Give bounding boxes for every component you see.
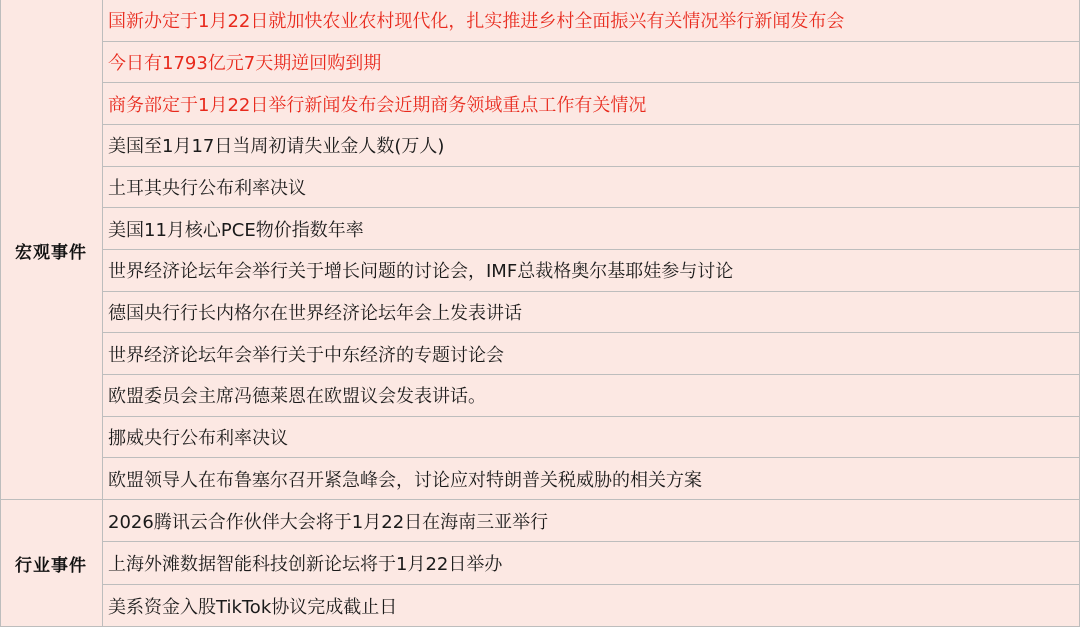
event-row: 欧盟领导人在布鲁塞尔召开紧急峰会，讨论应对特朗普关税威胁的相关方案: [103, 458, 1080, 500]
industry-events-list: [103, 500, 1080, 627]
event-row: 世界经济论坛年会举行关于增长问题的讨论会，IMF总裁格奥尔基耶娃参与讨论: [103, 250, 1080, 292]
event-row: 美国11月核心PCE物价指数年率: [103, 208, 1080, 250]
event-row: 美国至1月17日当周初请失业金人数(万人): [103, 125, 1080, 167]
event-row: 土耳其央行公布利率决议: [103, 167, 1080, 209]
macro-events-label: 宏观事件: [0, 0, 103, 500]
event-row: 世界经济论坛年会举行关于中东经济的专题讨论会: [103, 333, 1080, 375]
event-row: 欧盟委员会主席冯德莱恩在欧盟议会发表讲话。: [103, 375, 1080, 417]
industry-events-section: [0, 500, 1080, 627]
event-row: 上海外滩数据智能科技创新论坛将于1月22日举办: [103, 542, 1080, 584]
industry-events-label: 行业事件: [0, 500, 103, 627]
event-row: 国新办定于1月22日就加快农业农村现代化，扎实推进乡村全面振兴有关情况举行新闻发布会: [103, 0, 1080, 42]
macro-events-list: [103, 0, 1080, 500]
event-row: 商务部定于1月22日举行新闻发布会近期商务领域重点工作有关情况: [103, 83, 1080, 125]
event-row: 美系资金入股TikTok协议完成截止日: [108, 596, 398, 618]
event-row: 今日有1793亿元7天期逆回购到期: [103, 42, 1080, 84]
event-row: 2026腾讯云合作伙伴大会将于1月22日在海南三亚举行: [103, 500, 1080, 542]
event-row: 德国央行行长内格尔在世界经济论坛年会上发表讲话: [103, 292, 1080, 334]
event-row: 挪威央行公布利率决议: [103, 417, 1080, 459]
